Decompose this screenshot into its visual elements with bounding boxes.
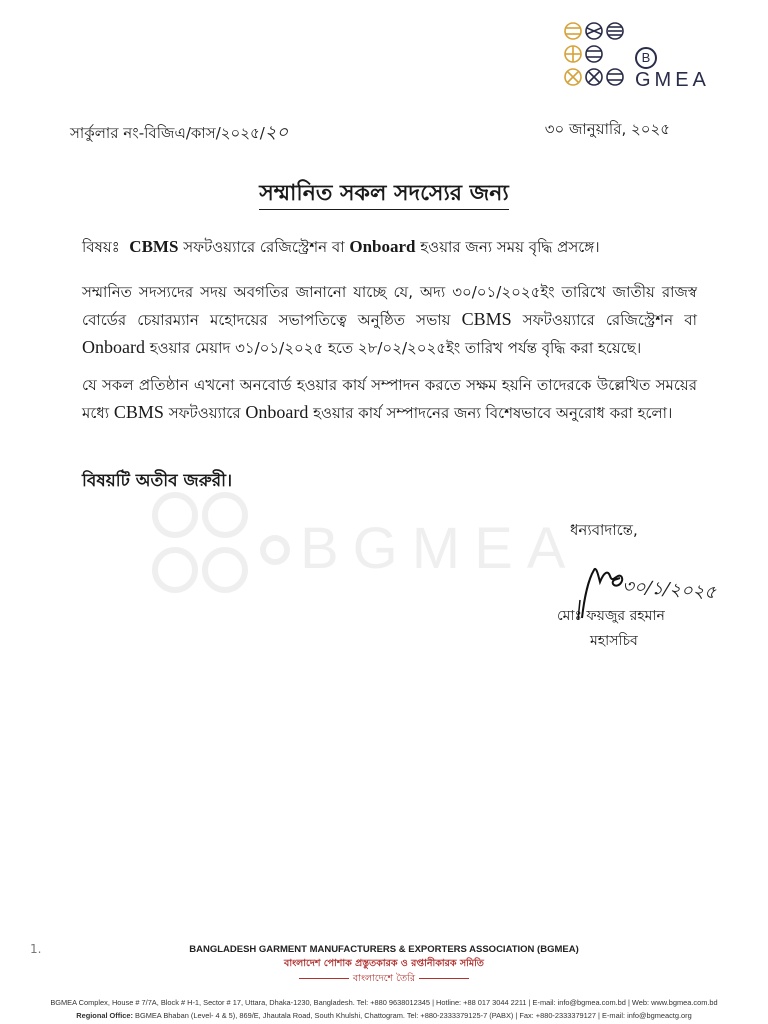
circular-reference [70, 118, 288, 149]
slogan-rule-left [299, 978, 349, 979]
p2-text-3: হওয়ার কার্য সম্পাদনের জন্য বিশেষভাবে অনুরোধ করা হলো। [308, 404, 673, 422]
subject-text-2: হওয়ার জন্য সময় বৃদ্ধি প্রসঙ্গে। [415, 238, 600, 256]
footer-org-name-bn: বাংলাদেশ পোশাক প্রস্তুতকারক ও রপ্তানীকারক সমিতি [284, 958, 484, 969]
p2-text-2: সফটওয়্যারে [163, 404, 246, 422]
footer-slogan-text: বাংলাদেশে তৈরি [352, 973, 416, 984]
logo-b-badge-icon: B [635, 47, 657, 69]
p2-text-1: যে সকল প্রতিষ্ঠান এখনো অনবোর্ড হওয়ার কার্য সম্পাদন করতে সক্ষম হয়নি তাদেরকে উল্লেখিত সময়ের মধ্যে [82, 376, 697, 422]
p1-cbms: CBMS [461, 309, 512, 329]
subject-onboard: Onboard [349, 237, 416, 256]
urgent-note: বিষয়টি অতীব জরুরী। [82, 471, 233, 491]
signature-date: ৩০/১/২০২৫ [621, 575, 717, 604]
subject-cbms: CBMS [129, 237, 179, 256]
reference-number: ২০ [264, 122, 289, 143]
p1-text-1: সম্মানিত সদস্যদের সদয় অবগতির জানানো যাচ্ছে যে, অদ্য ৩০/০১/২০২৫ইং তারিখে জাতীয় রাজস্ব বোর্ডের চেয়ারম্যান মহোদয়ের সভাপতিত্বে অনুষ্ঠিত সভায় [82, 283, 697, 329]
signer-title: মহাসচিব [590, 633, 638, 649]
circular-date: ৩০ জানুয়ারি, ২০২৫ [544, 120, 670, 138]
reference-prefix: সার্কুলার নং-বিজিএ/কাস/২০২৫/ [70, 124, 265, 142]
closing-salutation: ধন্যবাদান্তে, [570, 521, 638, 539]
slogan-rule-right [419, 978, 469, 979]
corner-mark: 1. [30, 942, 42, 956]
body-paragraph-2 [82, 372, 697, 427]
regional-details: BGMEA Bhaban (Level- 4 & 5), 869/E, Jhautala Road, South Khulshi, Chattogram. Tel: +880-2333379125-7 (PABX) | Fax: +880-2333379127 | E-mail: info@bgmeactg.org [132, 1011, 692, 1020]
page-title-text: সম্মানিত সকল সদস্যের জন্য [259, 181, 509, 210]
footer-address: BGMEA Complex, House # 7/7A, Block # H-1, Sector # 17, Uttara, Dhaka-1230, Bangladesh. Tel: +880 9638012345 | Hotline: +88 017 3044 2211 | E-mail: info@bgmea.com.bd | Web: www.bgmea.com.bd [50, 998, 718, 1007]
footer-org-name: BANGLADESH GARMENT MANUFACTURERS & EXPORTERS ASSOCIATION (BGMEA) [189, 944, 579, 955]
p1-onboard: Onboard [82, 337, 145, 357]
page-title [0, 176, 768, 213]
p2-onboard: Onboard [245, 402, 309, 422]
subject-label: বিষয়ঃ [82, 238, 120, 256]
p1-text-3: হওয়ার মেয়াদ ৩১/০১/২০২৫ হতে ২৮/০২/২০২৫ইং তারিখ পর্যন্ত বৃদ্ধি করা হয়েছে। [144, 339, 642, 357]
p1-text-2: সফটওয়্যারে রেজিস্ট্রেশন বা [511, 311, 697, 329]
watermark-text: BGMEA [300, 516, 580, 581]
p2-cbms: CBMS [113, 402, 164, 422]
logo-wordmark [635, 46, 728, 92]
body-paragraph-1 [82, 279, 697, 362]
bgmea-logo [563, 20, 728, 92]
subject-text-1: সফটওয়্যারে রেজিস্ট্রেশন বা [178, 238, 350, 256]
regional-label: Regional Office: [76, 1011, 133, 1020]
logo-text-gmea: GMEA [635, 69, 710, 91]
signer-name: মোঃ ফয়জুর রহমান [557, 608, 665, 624]
watermark [150, 490, 620, 610]
subject-line [82, 236, 702, 261]
logo-globe-grid-icon [563, 20, 625, 90]
footer-regional-office [0, 1011, 768, 1020]
watermark-globe-icon [150, 490, 290, 610]
footer-slogan [0, 972, 768, 987]
